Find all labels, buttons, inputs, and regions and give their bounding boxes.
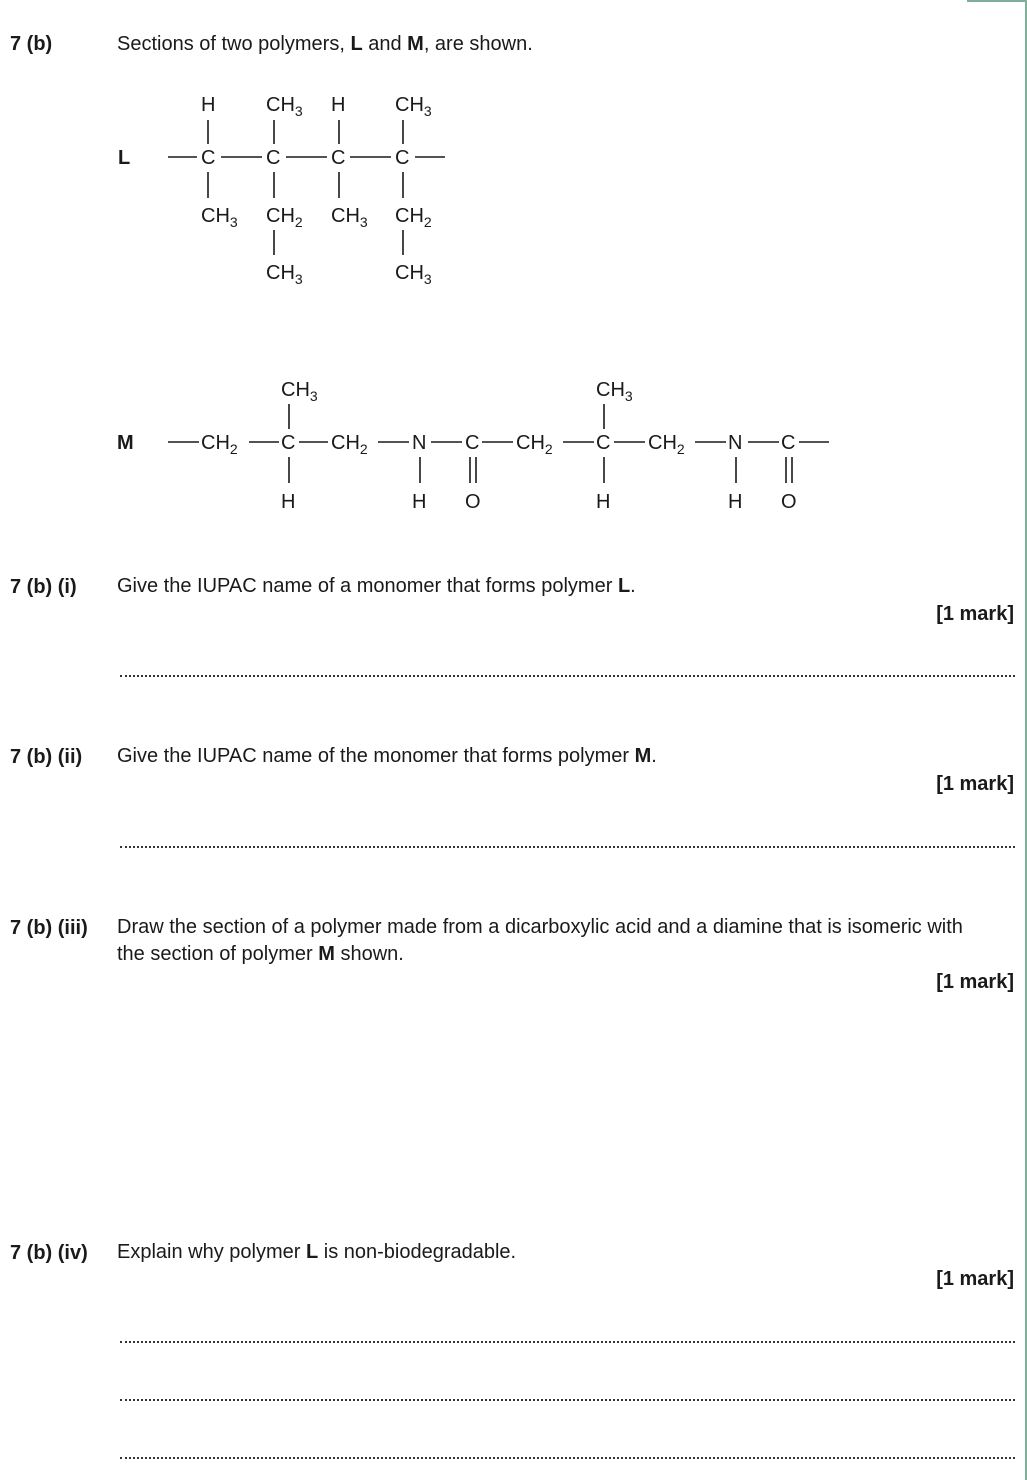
question-text <box>117 573 997 600</box>
polymer-m-label: M <box>117 432 134 454</box>
question-text-part: is non-biodegradable. <box>318 1241 517 1263</box>
methylene-group: $CH_2$ <box>266 205 303 230</box>
atom-n: N <box>412 432 427 454</box>
methyl-group: $CH_3$ <box>596 379 633 404</box>
polymer-ref: L <box>617 575 631 597</box>
polymer-ref: L <box>305 1241 319 1263</box>
drawing-area[interactable] <box>117 1005 1012 1220</box>
mark-allocation: [1 mark] <box>936 1268 1014 1290</box>
atom-c: C <box>331 147 346 169</box>
atom-c: C <box>465 432 480 454</box>
polymer-ref: M <box>318 943 335 965</box>
mark-allocation: [1 mark] <box>936 971 1014 993</box>
polymer-l-structure <box>118 94 445 287</box>
methyl-group: $CH_3$ <box>266 262 303 287</box>
methyl-group: $CH_3$ <box>395 262 432 287</box>
answer-line[interactable] <box>120 1341 1015 1343</box>
intro-text-part: Sections of two polymers, <box>117 33 351 55</box>
question-text-part: Give the IUPAC name of a monomer that forms polymer <box>117 575 618 597</box>
methyl-group: $CH_3$ <box>331 205 368 230</box>
intro-text-part: , are shown. <box>423 33 533 55</box>
question-number: 7 (b) (i) <box>10 576 77 598</box>
atom-c: C <box>781 432 796 454</box>
atom-c: C <box>596 432 611 454</box>
polymer-structures <box>0 0 1027 560</box>
polymer-ref: M <box>634 745 652 767</box>
methyl-group: $CH_3$ <box>281 379 318 404</box>
question-text-part: shown. <box>334 943 404 965</box>
answer-line[interactable] <box>120 1399 1015 1401</box>
question-text <box>117 1239 997 1266</box>
atom-h: H <box>281 491 296 513</box>
question-text-part: . <box>630 575 636 597</box>
question-text <box>117 743 997 770</box>
mark-allocation: [1 mark] <box>936 603 1014 625</box>
question-number: 7 (b) (iv) <box>10 1242 88 1264</box>
answer-line[interactable] <box>120 846 1015 848</box>
atom-c: C <box>281 432 296 454</box>
methyl-group: $CH_3$ <box>201 205 238 230</box>
atom-o: O <box>465 491 481 513</box>
atom-o: O <box>781 491 797 513</box>
atom-c: C <box>266 147 281 169</box>
methyl-group: $CH_3$ <box>266 94 303 119</box>
polymer-l-ref: L <box>350 33 363 55</box>
question-text-part: Draw the section of a polymer made from a dicarboxylic acid and a diamine that is isomeric with the section of polymer <box>117 916 963 965</box>
atom-h: H <box>596 491 611 513</box>
answer-line[interactable] <box>120 675 1015 677</box>
polymer-m-ref: M <box>407 33 424 55</box>
question-text-part: Explain why polymer <box>117 1241 306 1263</box>
question-number: 7 (b) (iii) <box>10 917 88 939</box>
atom-h: H <box>412 491 427 513</box>
question-number: 7 (b) (ii) <box>10 746 83 768</box>
atom-c: C <box>395 147 410 169</box>
atom-h: H <box>728 491 743 513</box>
question-text-part: Give the IUPAC name of the monomer that forms polymer <box>117 745 635 767</box>
methylene-group: $CH_2$ <box>201 432 238 457</box>
methylene-group: $CH_2$ <box>395 205 432 230</box>
atom-h: H <box>201 94 216 116</box>
intro-text-part: and <box>362 33 408 55</box>
atom-n: N <box>728 432 743 454</box>
polymer-m-structure <box>117 379 829 513</box>
question-text-part: . <box>651 745 657 767</box>
atom-h: H <box>331 94 346 116</box>
methylene-group: $CH_2$ <box>648 432 685 457</box>
mark-allocation: [1 mark] <box>936 773 1014 795</box>
answer-line[interactable] <box>120 1457 1015 1459</box>
methyl-group: $CH_3$ <box>395 94 432 119</box>
polymer-l-label: L <box>118 147 131 169</box>
methylene-group: $CH_2$ <box>516 432 553 457</box>
question-number: 7 (b) <box>10 33 53 55</box>
atom-c: C <box>201 147 216 169</box>
methylene-group: $CH_2$ <box>331 432 368 457</box>
question-text <box>117 914 967 968</box>
